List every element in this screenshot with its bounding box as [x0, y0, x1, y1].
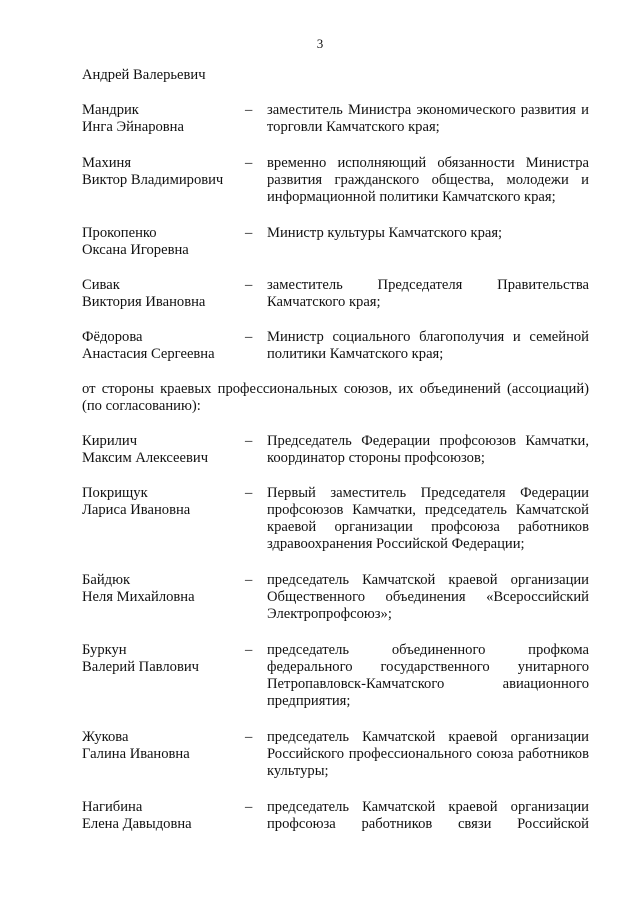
member-name [82, 729, 242, 763]
member-surname: Байдюк [82, 572, 131, 588]
member-given-name: Елена Давыдовна [82, 816, 192, 832]
member-surname: Жукова [82, 729, 129, 745]
member-surname: Мандрик [82, 102, 139, 118]
member-name [82, 102, 242, 136]
dash-separator: – [245, 642, 253, 658]
member-position: председатель Камчатской краевой организации Российского профессионального союза работников культуры; [267, 729, 589, 779]
member-position: заместитель Министра экономического развития и торговли Камчатского края; [267, 102, 589, 135]
member-position: Министр культуры Камчатского края; [267, 225, 503, 241]
dash-separator: – [245, 155, 253, 171]
member-position: заместитель Председателя Правительства Камчатского края; [267, 277, 589, 310]
member-surname: Фёдорова [82, 329, 143, 345]
member-position: председатель объединенного профкома федерального государственного унитарного Петропавловск-Камчатского авиационного предприятия; [267, 642, 589, 709]
member-given-name: Анастасия Сергеевна [82, 346, 215, 362]
member-surname: Прокопенко [82, 225, 157, 241]
member-given-name: Валерий Павлович [82, 659, 199, 675]
member-position: Председатель Федерации профсоюзов Камчатки, координатор стороны профсоюзов; [267, 433, 589, 466]
member-surname: Нагибина [82, 799, 143, 815]
member-surname: Сивак [82, 277, 120, 293]
member-given-name: Неля Михайловна [82, 589, 195, 605]
member-position: Первый заместитель Председателя Федерации профсоюзов Камчатки, председатель Камчатской краевой организации профсоюза работников здравоохранения Российской Федерации; [267, 485, 589, 552]
member-given-name: Максим Алексеевич [82, 450, 209, 466]
member-name [82, 485, 242, 519]
member-position: Министр социального благополучия и семейной политики Камчатского края; [267, 329, 589, 362]
member-given-name: Галина Ивановна [82, 746, 190, 762]
page-number: 3 [316, 36, 324, 51]
dash-separator: – [245, 433, 253, 449]
member-surname: Кирилич [82, 433, 138, 449]
member-given-name: Виктория Ивановна [82, 294, 206, 310]
member-name [82, 329, 242, 363]
member-given-name: Лариса Ивановна [82, 502, 191, 518]
dash-separator: – [245, 572, 253, 588]
dash-separator: – [245, 485, 253, 501]
member-given-name: Оксана Игоревна [82, 242, 189, 258]
member-name [82, 225, 242, 259]
member-name [82, 572, 242, 606]
dash-separator: – [245, 225, 253, 241]
member-position: председатель Камчатской краевой организации профсоюза работников связи Российской [267, 799, 589, 832]
member-name [82, 433, 242, 467]
section-heading: от стороны краевых профессиональных союзов, их объединений (ассоциаций) (по согласованию): [82, 381, 589, 414]
member-given-name: Инга Эйнаровна [82, 119, 184, 135]
member-surname: Буркун [82, 642, 127, 658]
member-name [82, 642, 242, 676]
member-position: временно исполняющий обязанности Министра развития гражданского общества, молодежи и информационной политики Камчатского края; [267, 155, 589, 205]
dash-separator: – [245, 729, 253, 745]
dash-separator: – [245, 799, 253, 815]
member-name [82, 277, 242, 311]
member-surname: Махиня [82, 155, 132, 171]
member-position: председатель Камчатской краевой организации Общественного объединения «Всероссийский Электропрофсоюз»; [267, 572, 589, 622]
dash-separator: – [245, 329, 253, 345]
member-name [82, 799, 242, 833]
member-name [82, 155, 242, 189]
dash-separator: – [245, 102, 253, 118]
member-surname: Покрищук [82, 485, 148, 501]
member-given-name: Виктор Владимирович [82, 172, 224, 188]
name-continuation: Андрей Валерьевич [82, 67, 206, 83]
dash-separator: – [245, 277, 253, 293]
